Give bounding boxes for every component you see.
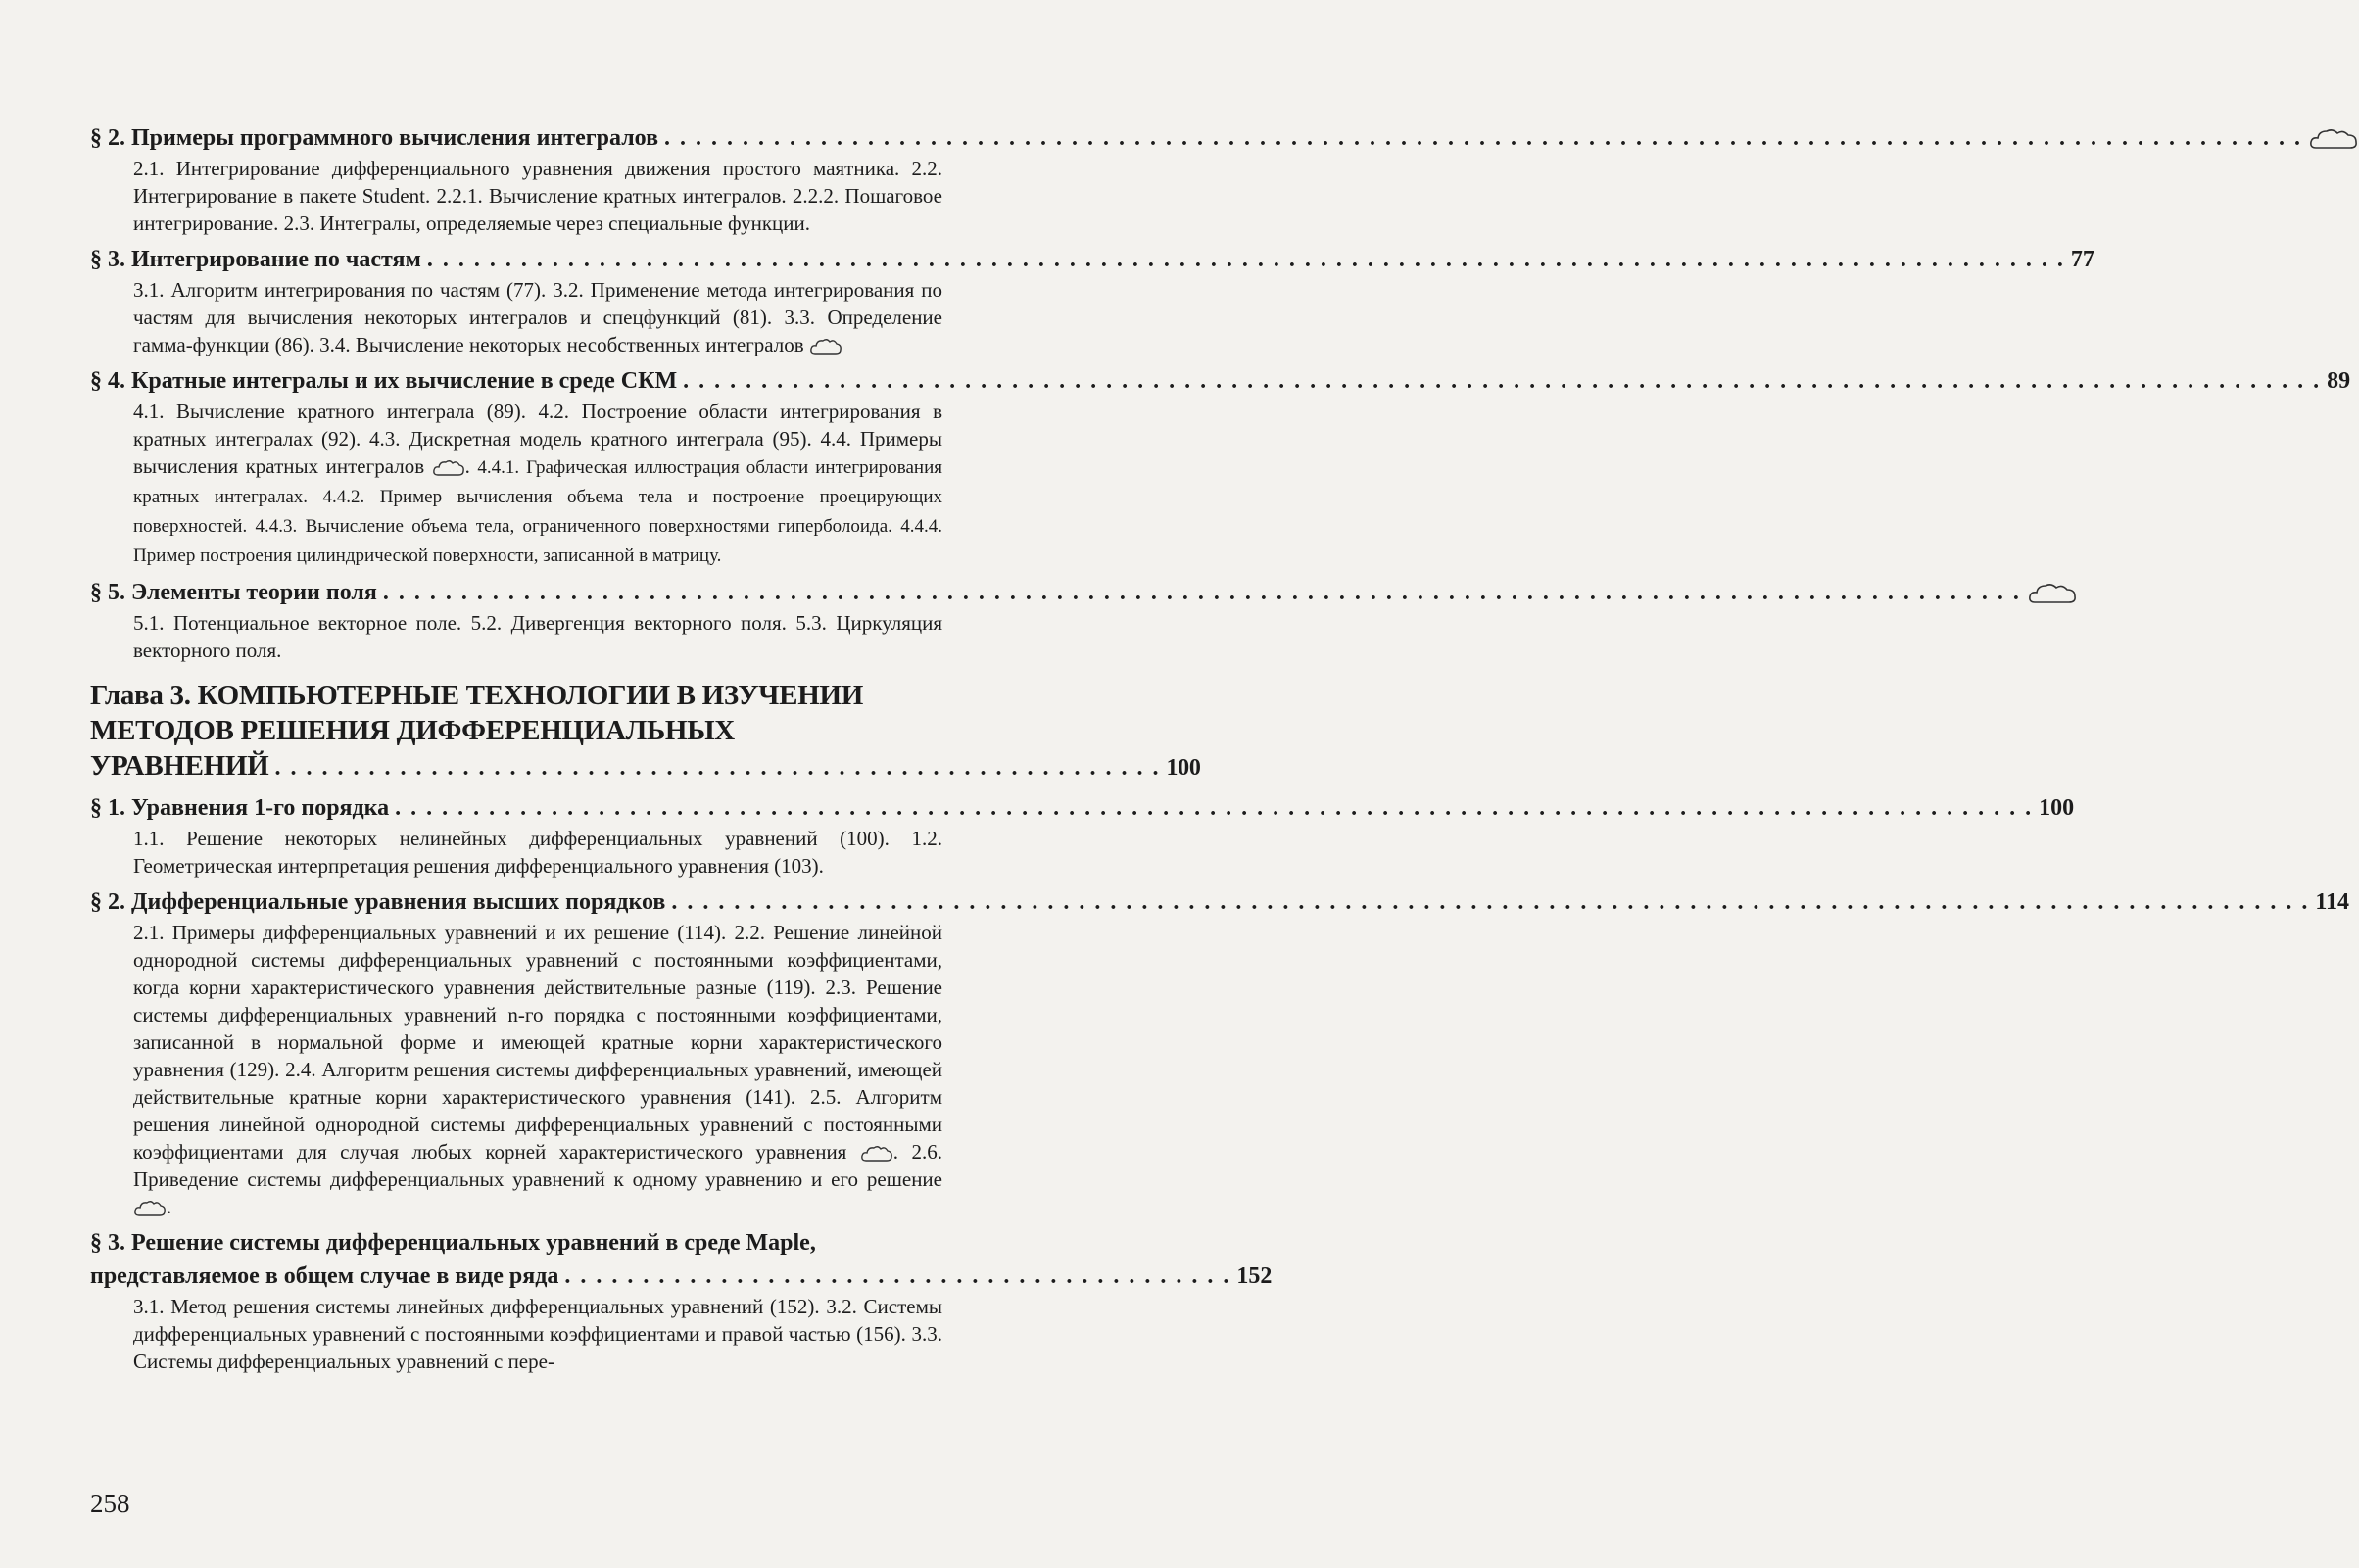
leader-dots: . . . . . . . . . . . . . . . . . . . . . . . . . . . . . . . . . . . . . . . . . . . . . . . . . . . . . . . . . [274, 755, 1161, 781]
chapter-title-line-2: МЕТОДОВ РЕШЕНИЯ ДИФФЕРЕНЦИАЛЬНЫХ [90, 715, 735, 746]
page-ref: 77 [2070, 247, 2094, 272]
description-tail: 2.6. Приведение системы дифференциальных уравнений к одному уравнению и его решение [133, 1140, 942, 1191]
leader-dots [664, 121, 2302, 155]
entry-title: § 5. Элементы теории поля [90, 580, 377, 605]
leader-dots [395, 791, 2033, 825]
toc-entry-section-3[interactable] [90, 243, 2094, 276]
description-text: 2.1. Примеры дифференциальных уравнений и их решение (114). 2.2. Решение линейной однородной системы дифференциальных уравнений с постоянными коэффициентами, когда корни характеристического уравнения действительные разные (119). 2.3. Решение системы дифференциальных уравнений n-го порядка с постоянными коэффициентами, записанной в нормальной форме и имеющей кратные корни характеристического уравнения (129). 2.4. Алгоритм решения системы дифференциальных уравнений, имеющей действительные кратные корни характеристического уравнения (141). 2.5. Алгоритм решения линейной однородной системы дифференциальных уравнений с постоянными коэффициентами для случая любых корней характеристического уравнения [133, 921, 942, 1164]
table-of-contents [90, 116, 2351, 1375]
leader-dots [683, 364, 2321, 398]
description-text: 3.1. Алгоритм интегрирования по частям (77). 3.2. Применение метода интегрирования по частям для вычисления некоторых интегралов и спецфункций (81). 3.3. Определение гамма-функции (86). 3.4. Вычисление некоторых несобственных интегралов [133, 278, 942, 356]
page-ref: 89 [2327, 368, 2351, 394]
cloud-icon [2027, 576, 2078, 609]
chapter-title-line-3: УРАВНЕНИЙ [90, 750, 269, 782]
description-text: 4.1. Вычисление кратного интеграла (89). 4.2. Построение области интегрирования в кратных интегралах (92). 4.3. Дискретная модель кратного интеграла (95). 4.4. Примеры вычисления кратных интегралов [133, 400, 942, 478]
cloud-icon [133, 1195, 167, 1218]
toc-entry-chapter3-section-3[interactable] [90, 1226, 1273, 1293]
leader-dots: . . . . . . . . . . . . . . . . . . . . . . . . . . . . . . . . . . . . . . . . . . . [564, 1263, 1231, 1289]
toc-entry-section-2[interactable] [90, 121, 942, 155]
entry-description: 3.1. Метод решения системы линейных дифференциальных уравнений (152). 3.2. Системы дифференциальных уравнений с постоянными коэффициентами и правой частью (156). 3.3. Системы дифференциальных уравнений с пере- [133, 1295, 942, 1373]
entry-description: 1.1. Решение некоторых нелинейных дифференциальных уравнений (100). 1.2. Геометрическая интерпретация решения дифференциального уравнения (103). [133, 827, 942, 878]
chapter-title-line-1: Глава 3. КОМПЬЮТЕРНЫЕ ТЕХНОЛОГИИ В ИЗУЧЕНИИ [90, 680, 863, 711]
cloud-icon [809, 333, 842, 356]
page-ref: 152 [1236, 1263, 1273, 1289]
page-number: 258 [90, 1489, 130, 1518]
entry-title-line-2: представляемое в общем случае в виде ряда [90, 1263, 559, 1289]
page-ref: 114 [2315, 889, 2350, 915]
page-ref: 100 [2039, 795, 2075, 821]
entry-title: § 1. Уравнения 1-го порядка [90, 795, 390, 821]
cloud-icon [2308, 121, 2359, 155]
entry-description: 5.1. Потенциальное векторное поле. 5.2. Дивергенция векторного поля. 5.3. Циркуляция векторного поля. [133, 611, 942, 662]
entry-description [133, 276, 942, 358]
leader-dots [671, 885, 2309, 919]
page-ref: 100 [1166, 755, 1201, 781]
entry-title-line-1: § 3. Решение системы дифференциальных уравнений в среде Maple, [90, 1230, 816, 1256]
toc-entry-section-4[interactable] [90, 364, 2351, 398]
entry-title: § 2. Дифференциальные уравнения высших порядков [90, 889, 666, 915]
entry-description: 2.1. Интегрирование дифференциального уравнения движения простого маятника. 2.2. Интегрирование в пакете Student. 2.2.1. Вычисление кратных интегралов. 2.2.2. Пошаговое интегрирование. 2.3. Интегралы, определяемые через специальные функции. [133, 157, 942, 235]
entry-description: 2.1. Примеры дифференциальных уравнений и их решение (114). 2.2. Решение линейной однородной системы дифференциальных уравнений с постоянными коэффициентами, когда корни характеристического уравнения действительные разные (119). 2.3. Решение системы дифференциальных уравнений n-го порядка с постоянными коэффициентами, записанной в нормальной форме и имеющей кратные корни характеристического уравнения (129). 2.4. Алгоритм решения системы дифференциальных уравнений, имеющей действительные кратные корни характеристического уравнения (141). 2.5. Алгоритм решения линейной однородной системы дифференциальных уравнений с постоянными коэффициентами для случая любых корней характеристического уравнения . 2.6. Приведение системы дифференциальных уравнений к одному уравнению и его решение . [133, 921, 942, 1218]
cloud-icon [860, 1140, 893, 1164]
entry-description: 4.1. Вычисление кратного интеграла (89). 4.2. Построение области интегрирования в кратных интегралах (92). 4.3. Дискретная модель кратного интеграла (95). 4.4. Примеры вычисления кратных интегралов . 4.4.1. Графическая иллюстрация области интегрирования кратных интегралах. 4.4.2. Пример вычисления объема тела и построение проецирующих поверхностей. 4.4.3. Вычисление объема тела, ограниченного поверхностями гиперболоида. 4.4.4. Пример построения цилиндрической поверхности, записанной в матрицу. [133, 400, 942, 566]
leader-dots [427, 243, 2065, 276]
toc-entry-section-5[interactable] [90, 576, 942, 609]
chapter-heading[interactable] [90, 678, 1201, 785]
leader-dots [383, 576, 2021, 609]
entry-title: § 3. Интегрирование по частям [90, 247, 421, 272]
toc-entry-chapter3-section-1[interactable] [90, 791, 2075, 825]
toc-entry-chapter3-section-2[interactable] [90, 885, 2350, 919]
description-subitems: 4.4.1. Графическая иллюстрация области интегрирования кратных интегралах. 4.4.2. Пример вычисления объема тела и построение проецирующих поверхностей. 4.4.3. Вычисление объема тела, ограниченного поверхностями гиперболоида. 4.4.4. Пример построения цилиндрической поверхности, записанной в матрицу. [133, 457, 942, 566]
entry-title: § 2. Примеры программного вычисления интегралов [90, 125, 659, 151]
entry-title: § 4. Кратные интегралы и их вычисление в среде СКМ [90, 368, 678, 394]
cloud-icon [432, 454, 465, 478]
